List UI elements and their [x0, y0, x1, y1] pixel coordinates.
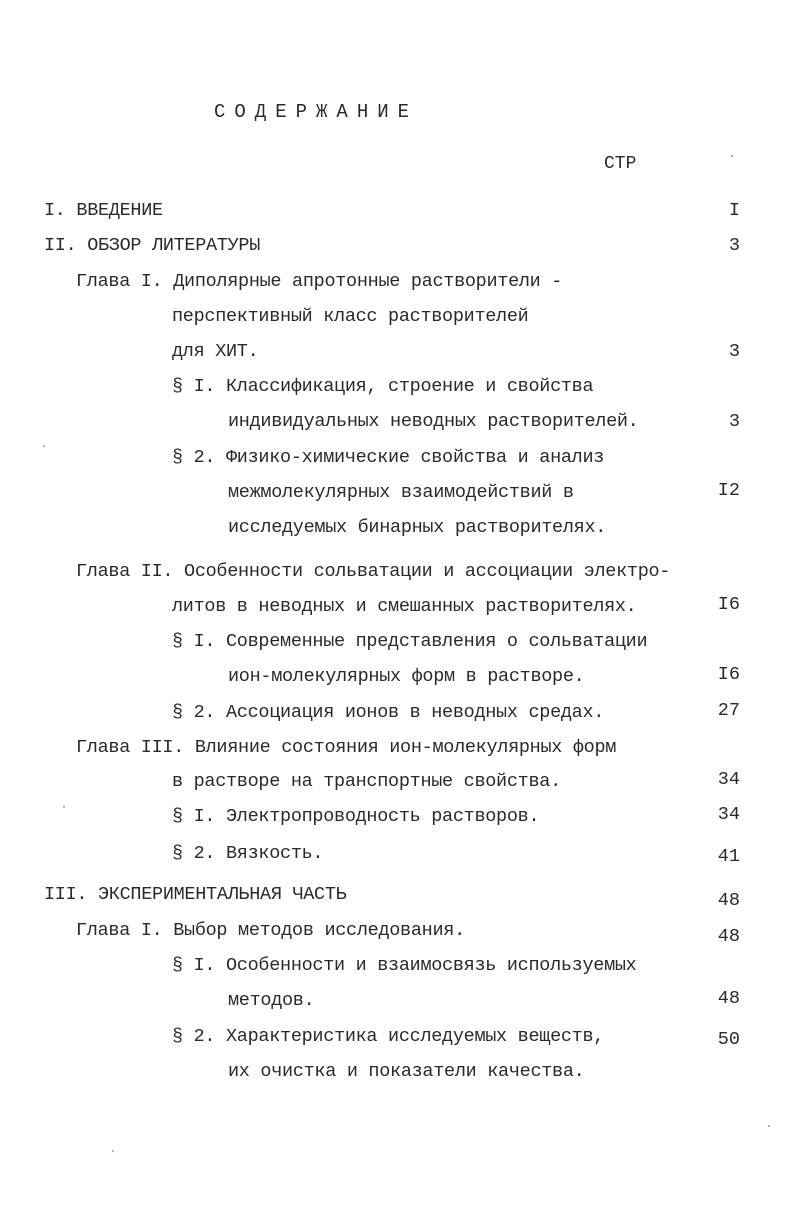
page-title: СОДЕРЖАНИЕ [214, 101, 419, 123]
toc-section-2-1-line-1: § I. Современные представления о сольватации [172, 631, 648, 652]
toc-section-1-2-line-1: § 2. Физико-химические свойства и анализ [172, 447, 605, 468]
toc-section-1-2-line-3: исследуемых бинарных растворителях. [228, 517, 607, 538]
scan-speck [43, 445, 45, 447]
toc-page-exp-chapter-1: 48 [717, 926, 740, 947]
toc-chapter-2-line-2: литов в неводных и смешанных растворителях. [172, 596, 637, 617]
toc-chapter-1-line-1: Глава I. Диполярные апротонные растворители - [76, 271, 563, 292]
toc-exp-section-2-line-1: § 2. Характеристика исследуемых веществ, [172, 1026, 605, 1047]
toc-page-section-3-1: 34 [717, 804, 740, 825]
toc-section-1-1-line-2: индивидуальных неводных растворителей. [228, 411, 639, 432]
toc-page-section-1-1: 3 [728, 411, 740, 432]
toc-exp-section-1-line-1: § I. Особенности и взаимосвязь используемых [172, 955, 637, 976]
toc-chapter-3-line-1: Глава III. Влияние состояния ион-молекулярных форм [76, 737, 617, 758]
toc-page-section-2-2: 27 [717, 700, 740, 721]
scan-speck [63, 806, 65, 808]
toc-page-chapter-2: I6 [717, 594, 740, 615]
toc-page-chapter-1: 3 [728, 341, 740, 362]
toc-section-2-2-line-1: § 2. Ассоциация ионов в неводных средах. [172, 702, 605, 723]
toc-section-2-1-line-2: ион-молекулярных форм в растворе. [228, 666, 585, 687]
toc-page-exp-section-1: 48 [717, 988, 740, 1009]
toc-section-3-1-line-1: § I. Электропроводность растворов. [172, 806, 540, 827]
toc-page-review: 3 [728, 235, 740, 256]
toc-page-exp-section-2: 50 [717, 1029, 740, 1050]
toc-page-intro: I [728, 200, 740, 221]
toc-page-section-3-2: 41 [717, 846, 740, 867]
toc-chapter-1-line-2: перспективный класс растворителей [172, 306, 529, 327]
toc-page-section-1-2: I2 [717, 480, 740, 501]
toc-section-1-2-line-2: межмолекулярных взаимодействий в [228, 482, 574, 503]
toc-section-1-1-line-1: § I. Классификация, строение и свойства [172, 376, 594, 397]
toc-chapter-1-line-3: для ХИТ. [172, 341, 259, 362]
toc-chapter-3-line-2: в растворе на транспортные свойства. [172, 771, 561, 792]
toc-entry-review: II. ОБЗОР ЛИТЕРАТУРЫ [44, 235, 261, 256]
toc-entry-experimental: III. ЭКСПЕРИМЕНТАЛЬНАЯ ЧАСТЬ [44, 884, 347, 905]
toc-exp-section-1-line-2: методов. [228, 990, 315, 1011]
toc-chapter-2-line-1: Глава II. Особенности сольватации и ассоциации электро- [76, 561, 671, 582]
page-column-header: СТР [604, 154, 637, 174]
toc-exp-section-2-line-2: их очистка и показатели качества. [228, 1061, 585, 1082]
toc-entry-intro: I. ВВЕДЕНИЕ [44, 200, 163, 221]
toc-section-3-2-line-1: § 2. Вязкость. [172, 843, 324, 864]
toc-exp-chapter-1-line-1: Глава I. Выбор методов исследования. [76, 920, 465, 941]
scan-speck [731, 155, 733, 157]
toc-page-experimental: 48 [717, 890, 740, 911]
toc-page-section-2-1: I6 [717, 664, 740, 685]
scan-speck [768, 1125, 770, 1127]
scan-speck [112, 1150, 114, 1152]
toc-page-chapter-3: 34 [717, 769, 740, 790]
